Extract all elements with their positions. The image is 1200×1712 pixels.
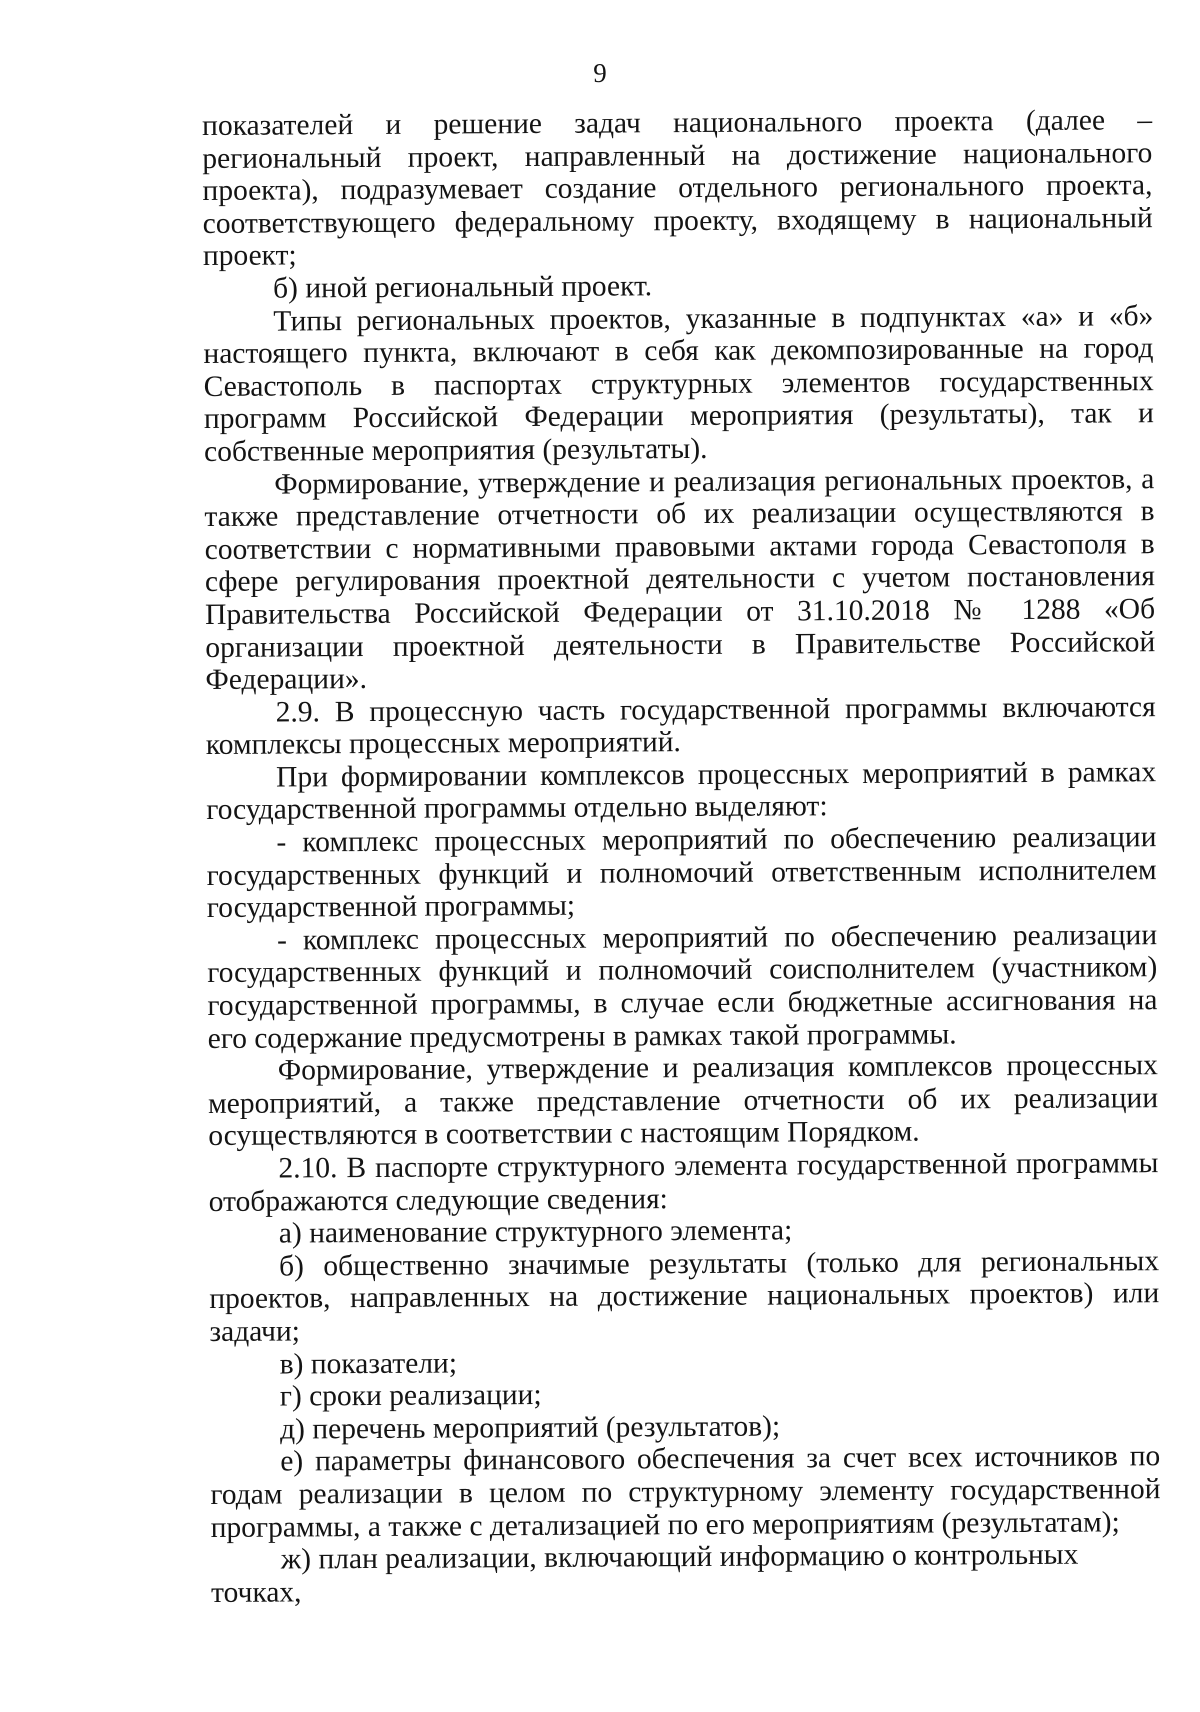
paragraph-process-complexes: При формировании комплексов процессных мероприятий в рамках государственной программы отдельно выделяют: [206, 756, 1157, 827]
list-item-dash-co-executor: - комплекс процессных мероприятий по обеспечению реализации государственных функций и полномочий соисполнителем (участником) государственной программы, в случае если бюджетные ассигнования на его содержание предусмотрены в рамках такой программы. [207, 919, 1158, 1055]
page-number: 9 [593, 58, 607, 88]
paragraph-2-9: 2.9. В процессную часть государственной программы включаются комплексы процессных мероприятий. [205, 690, 1156, 762]
list-item-g-terms: г) сроки реализации; [279, 1379, 542, 1413]
paragraph-regional-projects-formation: Формирование, утверждение и реализация региональных проектов, а также представление отчетности об их реализации осуществляются в соответствии с нормативными правовыми актами города Севастополя в сфере регулирования проектной деятельности с учетом постановления Правительства Российской Федерации от 31.10.2018 № 1288 «Об организации проектной деятельности в Правительстве Российской Федерации». [204, 462, 1156, 697]
paragraph-project-types: Типы региональных проектов, указанные в подпунктах «а» и «б» настоящего пункта, включают в себя как декомпозированные на город Севастополь в паспортах структурных элементов государственных программ Российской Федерации мероприятия (результаты), так и собственные мероприятия (результаты). [203, 299, 1154, 468]
document-body [202, 104, 1161, 1609]
paragraph-process-complexes-formation: Формирование, утверждение и реализация комплексов процессных мероприятий, а также представление отчетности об их реализации осуществляются в соответствии с настоящим Порядком. [207, 1049, 1159, 1153]
list-item-zh-plan: ж) план реализации, включающий информацию о контрольных точках, [210, 1538, 1079, 1609]
list-item-b-results: б) общественно значимые результаты (только для региональных проектов, направленных на достижение национальных проектов) или задачи; [209, 1244, 1160, 1348]
paragraph-regional-project-continued: показателей и решение задач национального проекта (далее – региональный проект, направленный на достижение национального проекта), подразумевает создание отдельного регионального проекта, соответствующего федеральному проекту, входящему в национальный проект; [202, 104, 1153, 273]
paragraph-2-10: 2.10. В паспорте структурного элемента государственной программы отображаются следующие сведения: [208, 1147, 1159, 1218]
list-item-e-financing: е) параметры финансового обеспечения за счет всех источников по годам реализации в целом по структурному элементу государственной программы, а также с детализацией по его мероприятиям (результатам); [210, 1440, 1161, 1544]
list-item-b-other-project: б) иной региональный проект. [272, 270, 653, 305]
list-item-a-name: а) наименование структурного элемента; [278, 1214, 793, 1250]
list-item-d-activities: д) перечень мероприятий (результатов); [279, 1410, 781, 1446]
list-item-dash-responsible-executor: - комплекс процессных мероприятий по обеспечению реализации государственных функций и полномочий ответственным исполнителем государственной программы; [206, 821, 1157, 925]
list-item-v-indicators: в) показатели; [279, 1347, 458, 1381]
